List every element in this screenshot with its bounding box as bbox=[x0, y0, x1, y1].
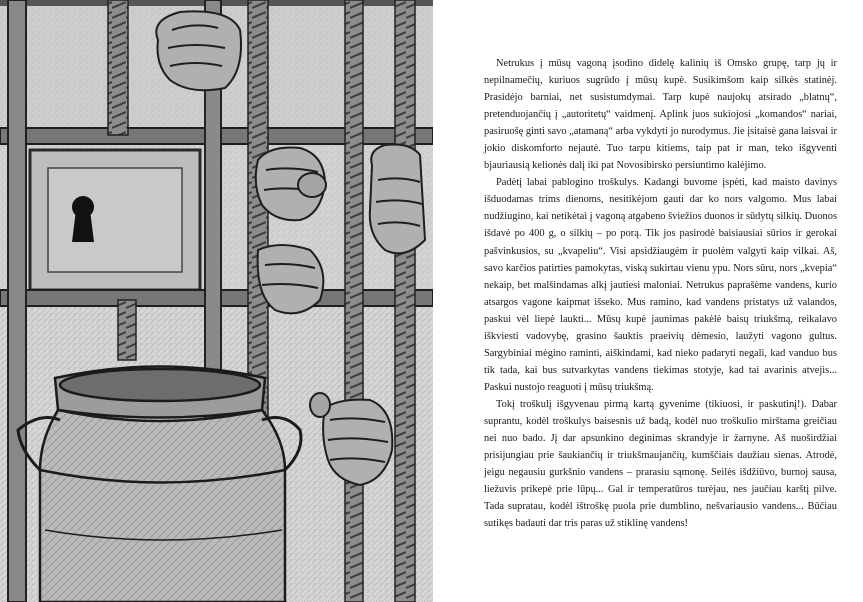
paragraph: Padėtį labai pablogino troškulys. Kadangi buvome įspėti, kad maisto davinys išduodamas trims dienoms, nesitikėjom gauti dar ko nors valgomo. Mus labai nudžiugino, kai netikėtai į vagoną atgabeno šviežios duonos ir sūdytų silkių. Duonos išdavė po 400 g, o silkių – po porą. Tik jos pasirodė baisiausiai sūrios ir gerokai pašvinkusios, su „kvapeliu“. Visi apsidžiaugėm ir puolėm valgyti kaip vilkai. Aš, savo karčios patirties pamokytas, viską sukirtau vienu ypu. Nors sūru, nors „kvepia“ nekaip, bet malšindamas alkį jautiesi maloniai. Netrukus paprašėme vandens, kurio atsargos vagone kaipmat išseko. Mus ramino, kad vandens pristatys už valandos, paskui vėl liepė laukti... Mūsų kupė jaunimas pakėlė baisų triukšmą, reikalavo iškviesti vadovybę, grasino šauktis praeivių dėmesio, laužyti vagono gultus. Sargybiniai mėgino raminti, aiškindami, kad nieko padaryti negali, kad vanduo bus tik tada, kai bus sutvarkytas vandens tiekimas stotyje, kad tai avarinis atvejis... Paskui nustojo reaguoti į mūsų triukšmą. bbox=[484, 177, 837, 393]
text-page bbox=[484, 55, 837, 595]
paragraph: Netrukus į mūsų vagoną įsodino didelę kalinių iš Omsko grupę, tarp jų ir nepilnamečių, kuriuos sugrūdo į mūsų kupė. Susikimšom kaip silkės statinėj. Prasidėjo barniai, net susistumdymai. Tarp kupė naujokų atsirado „blatnų“, pretenduojančių į „autoritetų“ vaidmenį. Aplink juos sukiojosi „komandos“ nariai, pasiruošę ginti savo „atamaną“ arba vykdyti jo nurodymus. Jie įsitaisė gana laisvai ir jokio diskomforto nejautė. Tuo tarpu kitiems, taip pat ir man, teko išgyventi bjauriausią kelionės dalį iki pat Novosibirsko persiuntimo kalėjimo. bbox=[484, 58, 837, 172]
paragraph: Tokį troškulį išgyvenau pirmą kartą gyvenime (tikiuosi, ir paskutinį!). Dabar suprantu, kodėl troškulys baisesnis už badą, kodėl nuo troškulio mirštama greičiau nei nuo bado. Jį dar apsunkino deginimas skrandyje ir žarnyne. Aš nuoširdžiai prisijungiau prie šaukiančių ir triukšmaujančių, kumščiais daužiau sienas. Atrodė, jeigu negausiu gurkšnio vandens – prarasiu sąmonę. Seilės išdžiūvo, burnoj sausa, liežuvis prikepė prie lūpų... Gal ir temperatūros turėjau, nes jaučiau karštį pilve. Tada supratau, kodėl ištroškę puola prie dumblino, nešvariausio vandens... Būčiau sutikęs badauti dar tris paras už stiklinę vandens! bbox=[484, 398, 837, 530]
